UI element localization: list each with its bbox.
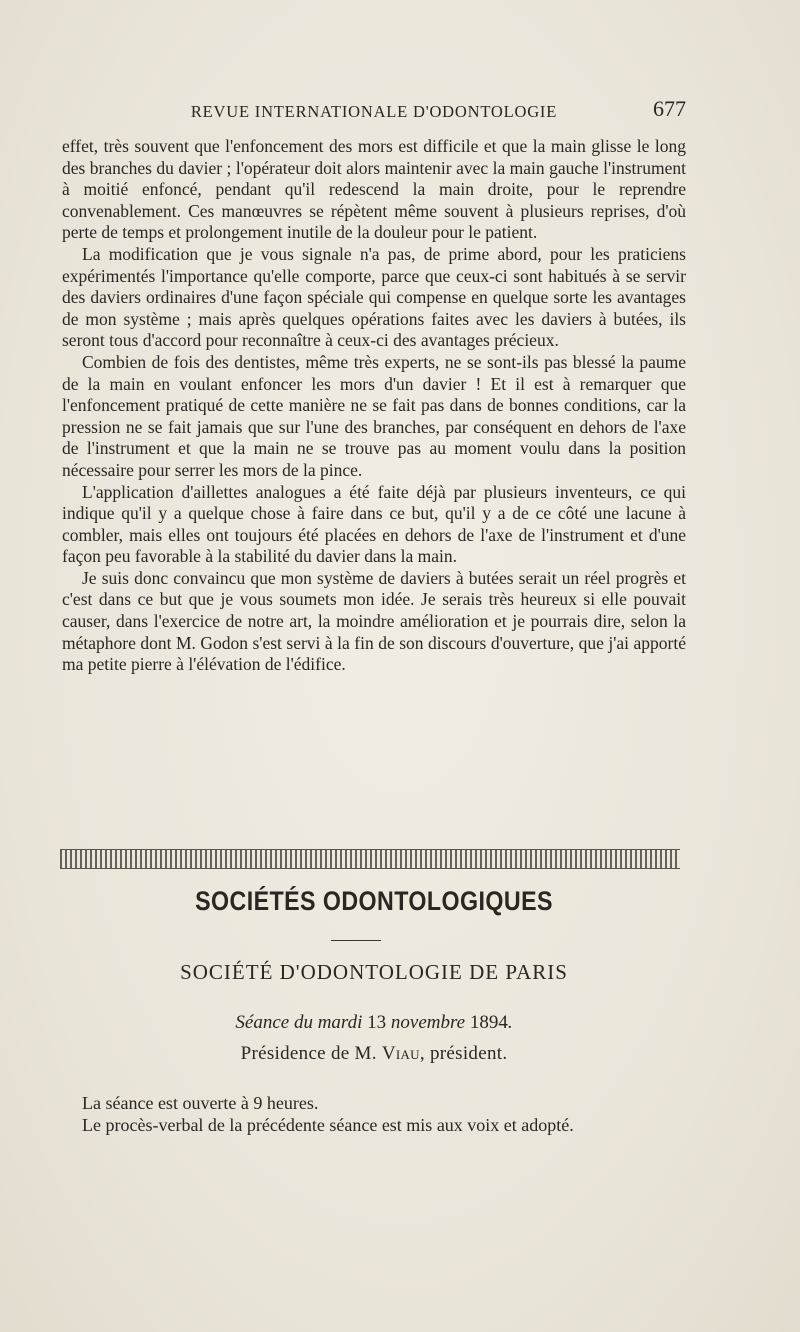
presidency-suffix: , président. [419, 1043, 508, 1064]
divider-rule [331, 940, 381, 941]
running-head [62, 96, 686, 130]
session-prefix: Séance du mardi [235, 1012, 368, 1033]
journal-title: REVUE INTERNATIONALE D'ODONTOLOGIE [190, 102, 558, 121]
paragraph: Le procès-verbal de la précédente séance est mis aux voix et adopté. [82, 1114, 574, 1135]
section-title: SOCIÉTÉS ODONTOLOGIQUES [195, 886, 553, 916]
session-end: . [507, 1012, 513, 1033]
paragraph: Combien de fois des dentistes, même très experts, ne se sont-ils pas blessé la paume de la main en voulant enfoncer les mors d'un davier ! Et il est à remarquer que l'enfoncement pratiqué de cette manière ne se fait pas dans de bonnes conditions, car la pression ne se fait jamais que sur l'une des branches, par conséquent en dehors de l'axe de l'instrument et que la main ne se trouve pas au moment voulu dans la position nécessaire pour serrer les mors de la pince. [62, 351, 686, 480]
presidency-prefix: Présidence de M. [240, 1043, 382, 1064]
paragraph: La séance est ouverte à 9 heures. [82, 1093, 319, 1113]
paragraph: effet, très souvent que l'enfoncement des mors est difficile et que la main glisse le long des branches du davier ; l'opérateur doit alors maintenir avec la main gauche l'instrument à moitié enfoncé, pendant qu'il redescend la main droite, pour le reprendre convenablement. Ces manœuvres se répètent même souvent à plusieurs reprises, d'où perte de temps et prolongement inutile de la douleur pour le patient. [62, 136, 686, 243]
minutes-text [62, 1093, 686, 1136]
page-number: 677 [653, 96, 686, 121]
presidency-line [62, 1043, 686, 1065]
society-name: SOCIÉTÉ D'ODONTOLOGIE DE PARIS [180, 960, 568, 984]
ornament-frame [60, 849, 680, 869]
session-day: 13 [367, 1012, 387, 1033]
paragraph: La modification que je vous signale n'a pas, de prime abord, pour les praticiens expérimentés l'importance qu'elle comporte, parce que ceux-ci sont habitués à se servir des daviers ordinaires d'une façon spéciale qui compense en quelque sorte les avantages de mon système ; mais après quelques opérations faites avec les daviers à butées, ils seront tous d'accord pour reconnaître à ceux-ci des avantages précieux. [62, 243, 686, 351]
president-name: Viau [381, 1043, 420, 1064]
paragraph: Je suis donc convaincu que mon système de daviers à butées serait un réel progrès et c'est dans ce but que je vous soumets mon idée. Je serais très heureux si elle pouvait causer, dans l'exercice de notre art, la moindre amélioration et je pourrais dire, selon la métaphore dont M. Godon s'est servi à la fin de son discours d'ouverture, que j'ai apporté ma petite pierre à l'élévation de l'édifice. [62, 567, 686, 675]
session-year: 1894 [469, 1012, 508, 1033]
paragraph: L'application d'aillettes analogues a été faite déjà par plusieurs inventeurs, ce qui indique qu'il y a quelque chose à faire dans ce but, qu'il y a de ce côté une lacune à combler, mais elles ont toujours été placées en dehors de l'axe de l'instrument et d'une façon peu favorable à la stabilité du davier dans la main. [62, 481, 686, 567]
session-date [62, 1012, 686, 1034]
article-body [62, 136, 686, 676]
session-month: novembre [386, 1012, 470, 1033]
